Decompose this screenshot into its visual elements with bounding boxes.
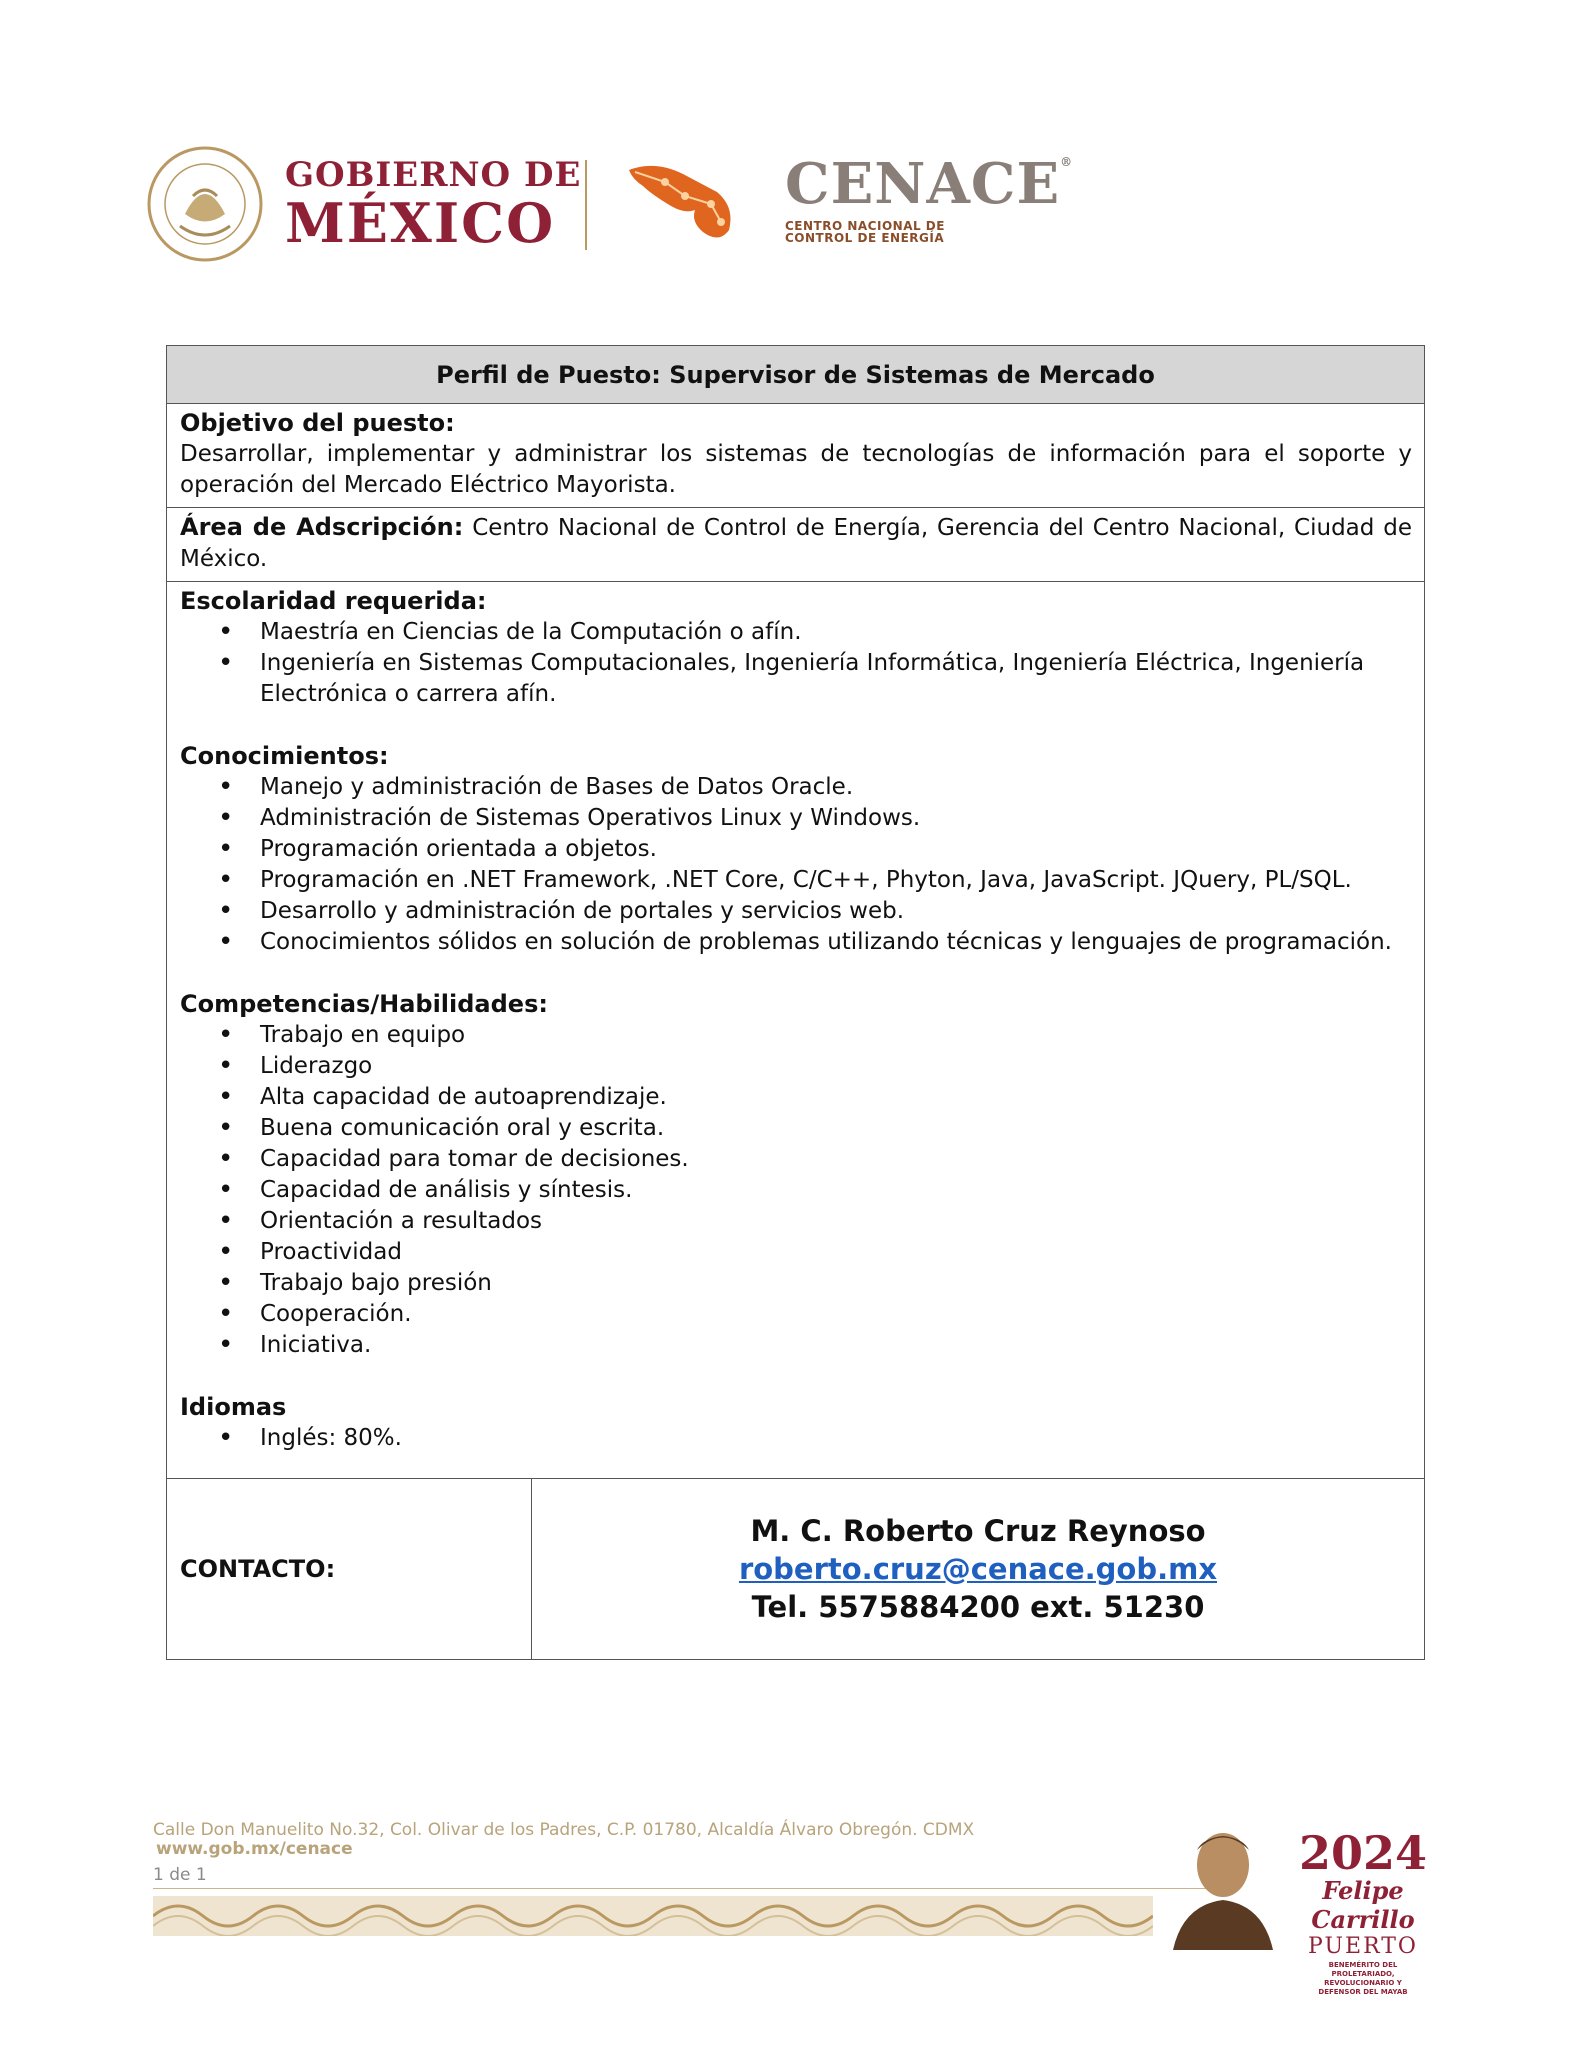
list-item: • Cooperación. — [260, 1299, 1412, 1330]
gobierno-line1: GOBIERNO DE — [285, 155, 582, 195]
logo-divider — [585, 160, 587, 250]
idiomas-label: Idiomas — [180, 1393, 287, 1421]
list-item: • Desarrollo y administración de portales y servicios web. — [260, 896, 1412, 927]
contact-phone: Tel. 5575884200 ext. 51230 — [751, 1590, 1205, 1624]
honoree-tag: BENEMÉRITO DEL PROLETARIADO, REVOLUCIONARIO Y DEFENSOR DEL MAYAB — [1318, 1961, 1408, 1996]
contact-name: M. C. Roberto Cruz Reynoso — [750, 1514, 1206, 1548]
cenace-logo — [785, 151, 1073, 245]
cenace-sub2: CONTROL DE ENERGÍA — [785, 231, 945, 245]
gobierno-de-mexico-logo — [285, 155, 582, 255]
document-footer — [153, 1820, 1453, 2020]
list-item: • Buena comunicación oral y escrita. — [260, 1113, 1412, 1144]
footer-address: Calle Don Manuelito No.32, Col. Olivar de los Padres, C.P. 01780, Alcaldía Álvaro Obregón. CDMX — [153, 1820, 975, 1840]
escolaridad-label: Escolaridad requerida: — [180, 587, 487, 615]
competencias-label: Competencias/Habilidades: — [180, 990, 548, 1018]
list-item: • Administración de Sistemas Operativos Linux y Windows. — [260, 803, 1412, 834]
objetivo-label: Objetivo del puesto: — [180, 409, 455, 437]
honoree-line1: Felipe Carrillo — [1311, 1876, 1415, 1934]
cenace-name: CENACE — [785, 151, 1061, 217]
objetivo-section — [167, 404, 1424, 508]
list-item: • Capacidad de análisis y síntesis. — [260, 1175, 1412, 1206]
list-item: • Ingeniería en Sistemas Computacionales, Ingeniería Informática, Ingeniería Eléctrica, Ingeniería Electrónica o carrera afín. — [260, 648, 1412, 710]
profile-title: Perfil de Puesto: Supervisor de Sistemas de Mercado — [167, 346, 1424, 404]
honoree-line2: PUERTO — [1308, 1934, 1418, 1959]
contact-details — [532, 1479, 1424, 1659]
list-item: • Trabajo bajo presión — [260, 1268, 1412, 1299]
job-profile-table — [166, 345, 1425, 1660]
footer-website: www.gob.mx/cenace — [156, 1839, 353, 1859]
list-item: • Capacidad para tomar de decisiones. — [260, 1144, 1412, 1175]
area-label: Área de Adscripción: — [180, 513, 464, 541]
national-seal-icon — [145, 144, 265, 264]
cenace-map-icon — [625, 152, 745, 252]
escolaridad-list — [180, 617, 1412, 710]
idiomas-list — [180, 1423, 1412, 1454]
list-item: • Liderazgo — [260, 1051, 1412, 1082]
decorative-pattern-icon — [153, 1896, 1153, 1936]
document-header — [145, 140, 1073, 270]
year-badge — [1273, 1826, 1453, 1997]
list-item: • Maestría en Ciencias de la Computación o afín. — [260, 617, 1412, 648]
conocimientos-list — [180, 772, 1412, 958]
objetivo-text: Desarrollar, implementar y administrar los sistemas de tecnologías de información para el soporte y operación del Mercado Eléctrico Mayorista. — [180, 441, 1412, 498]
list-item: • Programación en .NET Framework, .NET Core, C/C++, Phyton, Java, JavaScript. JQuery, PL/SQL. — [260, 865, 1412, 896]
competencias-list — [180, 1020, 1412, 1361]
list-item: • Inglés: 80%. — [260, 1423, 1412, 1454]
list-item: • Iniciativa. — [260, 1330, 1412, 1361]
cenace-reg: ® — [1060, 155, 1073, 169]
year-text: 2024 — [1298, 1826, 1428, 1880]
list-item: • Conocimientos sólidos en solución de problemas utilizando técnicas y lenguajes de programación. — [260, 927, 1412, 958]
list-item: • Programación orientada a objetos. — [260, 834, 1412, 865]
list-item: • Proactividad — [260, 1237, 1412, 1268]
list-item: • Trabajo en equipo — [260, 1020, 1412, 1051]
contact-label: CONTACTO: — [167, 1479, 532, 1659]
list-item: • Alta capacidad de autoaprendizaje. — [260, 1082, 1412, 1113]
contact-email-link[interactable]: roberto.cruz@cenace.gob.mx — [738, 1552, 1218, 1586]
list-item: • Manejo y administración de Bases de Datos Oracle. — [260, 772, 1412, 803]
conocimientos-label: Conocimientos: — [180, 742, 389, 770]
list-item: • Orientación a resultados — [260, 1206, 1412, 1237]
cenace-sub1: CENTRO NACIONAL DE — [785, 219, 945, 233]
area-section — [167, 508, 1424, 582]
page-number: 1 de 1 — [153, 1865, 207, 1885]
portrait-icon — [1163, 1820, 1273, 1950]
contact-section — [167, 1479, 1424, 1659]
area-text: Centro Nacional de Control de Energía, Gerencia del Centro Nacional, Ciudad de México. — [180, 515, 1412, 572]
gobierno-line2: MÉXICO — [285, 191, 556, 255]
footer-divider — [153, 1888, 1213, 1889]
requirements-section — [167, 582, 1424, 1479]
